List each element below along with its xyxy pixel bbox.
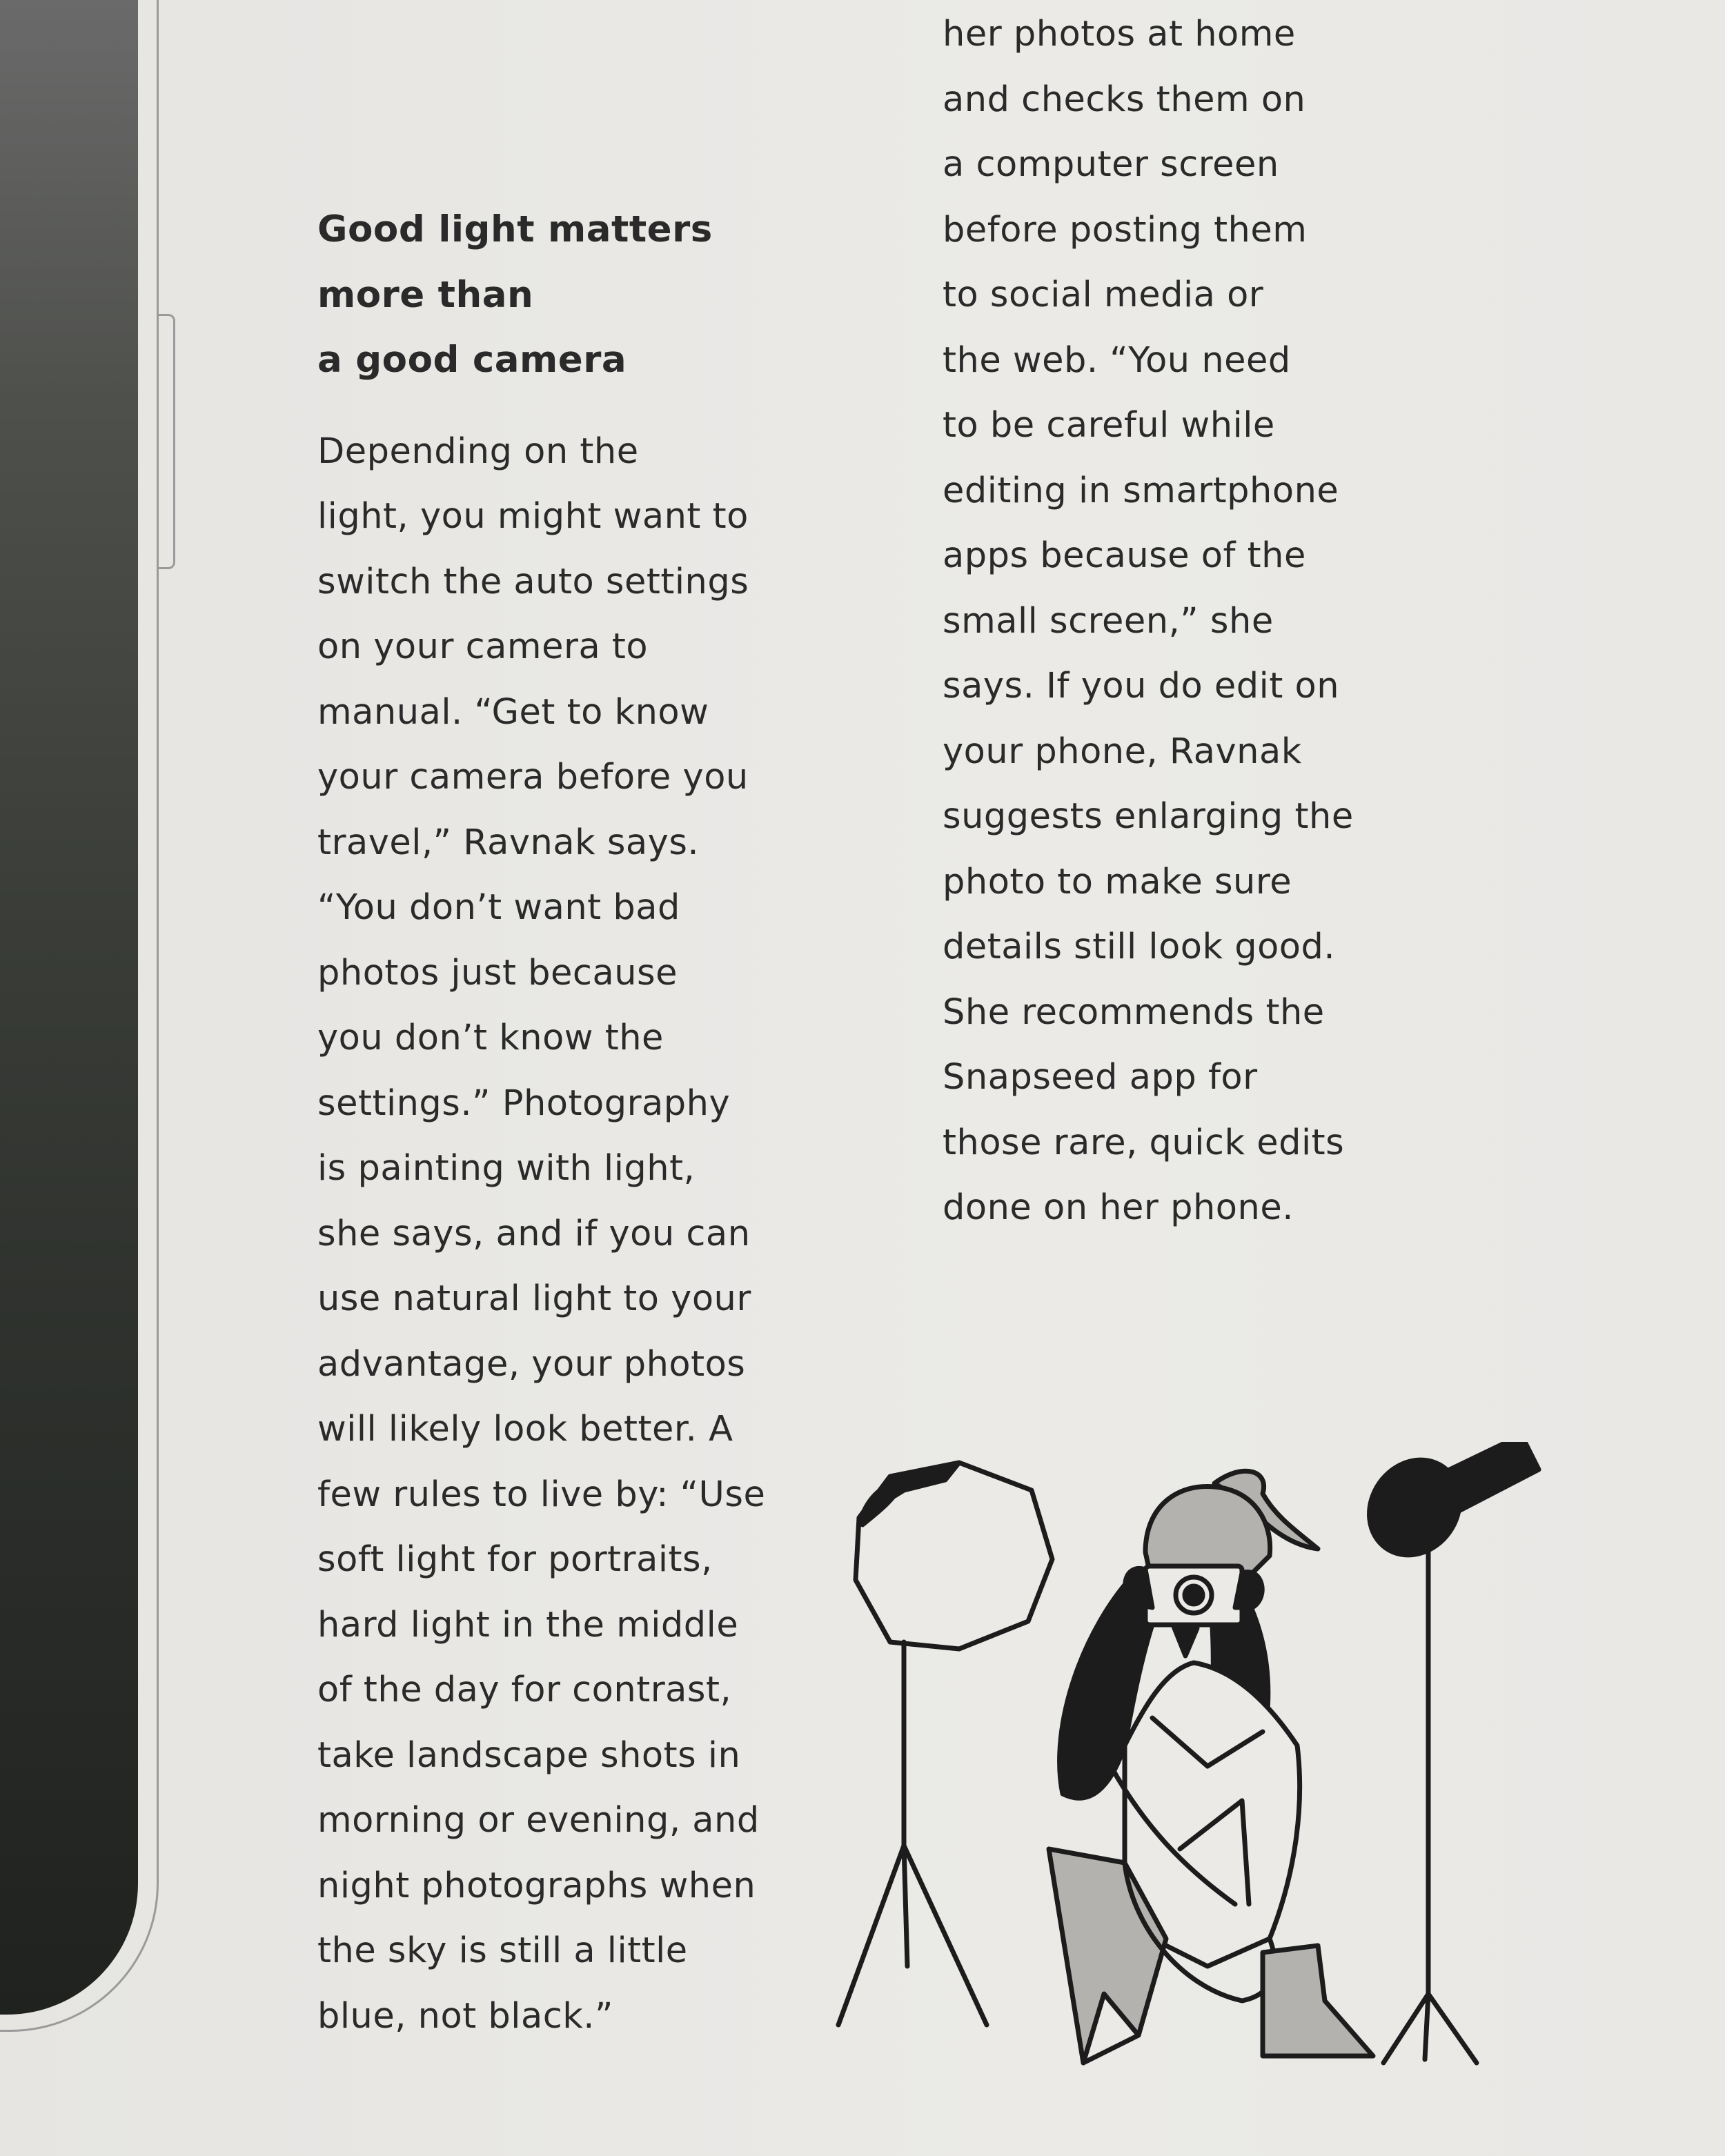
- body-line: settings.” Photography: [317, 1082, 731, 1124]
- body-line: those rare, quick edits: [943, 1122, 1345, 1163]
- body-line: few rules to live by: “Use: [317, 1474, 766, 1515]
- body-line: switch the auto settings: [317, 561, 749, 602]
- body-line: on your camera to: [317, 626, 649, 667]
- body-line: photo to make sure: [943, 861, 1292, 902]
- body-line: photos just because: [317, 952, 678, 993]
- heading-line: more than: [317, 273, 534, 316]
- phone-side-button: [157, 314, 175, 569]
- body-line: travel,” Ravnak says.: [317, 822, 700, 863]
- body-line: your camera before you: [317, 757, 749, 798]
- body-line: the sky is still a little: [317, 1930, 688, 1971]
- body-line: she says, and if you can: [317, 1213, 751, 1254]
- body-line: blue, not black.”: [317, 1995, 613, 2037]
- body-line: your phone, Ravnak: [943, 731, 1302, 772]
- body-line: will likely look better. A: [317, 1409, 733, 1450]
- heading-line: a good camera: [317, 339, 627, 381]
- body-line: soft light for portraits,: [317, 1539, 713, 1580]
- body-line: advantage, your photos: [317, 1343, 746, 1385]
- softbox-left-icon: [838, 1463, 1052, 2025]
- body-line: says. If you do edit on: [943, 666, 1340, 706]
- body-line: details still look good.: [943, 927, 1336, 967]
- body-line: morning or evening, and: [317, 1800, 760, 1841]
- body-line: to be careful while: [943, 405, 1275, 446]
- left-body-text: [317, 419, 766, 2050]
- body-line: is painting with light,: [317, 1148, 696, 1189]
- body-line: apps because of the: [943, 535, 1306, 576]
- body-line: small screen,” she: [943, 600, 1274, 642]
- body-line: take landscape shots in: [317, 1734, 741, 1776]
- photographer-figure-icon: [1049, 1471, 1373, 2063]
- body-line: editing in smartphone: [943, 470, 1339, 511]
- body-line: of the day for contrast,: [317, 1670, 732, 1710]
- body-line: the web. “You need: [943, 339, 1291, 381]
- body-line: a computer screen: [943, 144, 1279, 185]
- section-heading: [317, 197, 759, 393]
- body-line: hard light in the middle: [317, 1604, 739, 1645]
- body-line: Depending on the: [317, 431, 639, 472]
- body-line: “You don’t want bad: [317, 887, 680, 928]
- photographer-illustration: [821, 1442, 1573, 2077]
- left-column: [317, 197, 766, 2049]
- body-line: you don’t know the: [317, 1018, 664, 1058]
- right-column: [943, 2, 1398, 1241]
- body-line: light, you might want to: [317, 496, 749, 537]
- body-line: She recommends the: [943, 991, 1325, 1033]
- body-line: before posting them: [943, 209, 1308, 250]
- body-line: done on her phone.: [943, 1187, 1294, 1228]
- phone-outline: [0, 0, 159, 2032]
- spotlight-right-icon: [1351, 1442, 1539, 2063]
- body-line: to social media or: [943, 275, 1264, 315]
- body-line: her photos at home: [943, 14, 1296, 55]
- body-line: night photographs when: [317, 1865, 756, 1906]
- heading-line: Good light matters: [317, 208, 713, 250]
- body-line: suggests enlarging the: [943, 796, 1354, 837]
- body-line: manual. “Get to know: [317, 691, 709, 733]
- body-line: Snapseed app for: [943, 1057, 1258, 1098]
- body-line: use natural light to your: [317, 1278, 751, 1319]
- body-line: and checks them on: [943, 79, 1306, 120]
